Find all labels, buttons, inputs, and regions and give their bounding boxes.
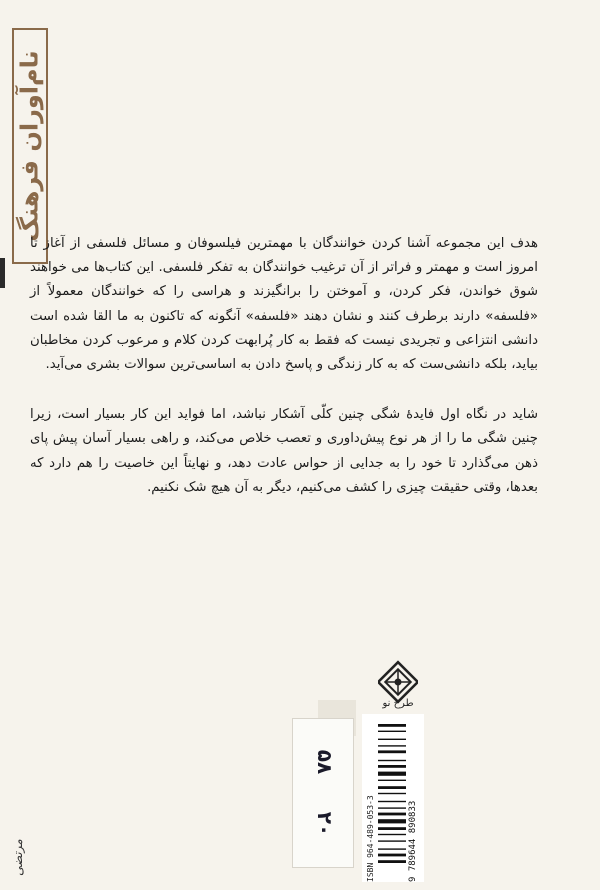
series-logo [12,28,48,264]
barcode-bar [378,840,406,841]
barcode-bar [378,750,406,753]
barcode-bar [378,793,406,794]
barcode-bar [378,772,406,776]
barcode-bar [378,760,406,761]
barcode-bar [378,786,406,789]
isbn-label: ISBN 964-489-053-3 [366,795,375,882]
blurb-paragraph-2: شاید در نگاه اول فایدهٔ شگی چنین کلّی آشکار نباشد، اما فواید این کار بسیار است، زیرا چنین شگی ما را از هر نوع پیش‌داوری و تعصب خلاص می‌کند، و راهی بسیار آسان پیش پای ذهن می‌گذارد تا خود را به جدایی از حواس عادت دهد، و نهایتاً این خاصیت را هم دارد که بعدها، وقتی حقیقت چیزی را کشف می‌کنیم، دیگر به آن هیچ شک نکنیم. [30,407,538,495]
barcode-bar [378,780,406,781]
ean-digits: 9 789644 890833 [408,800,418,882]
barcode-bar [378,739,406,740]
back-cover-blurb [30,232,538,500]
barcode-bar [378,813,406,816]
series-logo-text: نام‌آوران فرهنگ [16,50,45,242]
barcode-bar [378,854,406,857]
barcode-bar [378,827,406,830]
blurb-paragraph-1: هدف این مجموعه آشنا کردن خوانندگان با مهمترین فیلسوفان و مسائل فلسفی از آغاز تا امروز است و مهمتر و فراتر از آن ترغیب خوانندگان به تفکر فلسفی. این کتاب‌ها می خواهند شوق خواندن، فکر کردن، و آموختن را برانگیزند و هراسی را که خوانندگان معمولاً از «فلسفه» دارند برطرف کنند و نشان دهند «فلسفه» آنگونه که تاکنون به ما القا شده است دانشی انتزاعی و تجریدی نیست که فقط به کار پُرابهت کردن کلام و مرعوب کردن مخاطبان بیاید، بلکه دانشی‌ست که به کار زندگی و پاسخ دادن به اساسی‌ترین سوالات بشری می‌آید. [30,236,538,373]
barcode-bar [378,819,406,823]
price-sticker-line-2: ۲۰ [313,811,337,837]
barcode-bar [378,807,406,808]
publisher-name: طرح نو [382,698,414,709]
handwritten-note-text: مرتضی [11,839,25,876]
edge-mark [0,258,5,288]
barcode-bar [378,724,406,727]
handwritten-note [8,740,28,880]
barcode-bar [378,834,406,835]
barcode-bar [378,801,406,802]
barcode-bar [378,731,406,732]
barcode-bar [378,848,406,849]
barcode-bar [378,860,406,863]
barcode-bar [378,765,406,768]
barcode-bar [378,745,406,746]
price-sticker-line-1: ۵۸ [313,749,337,775]
